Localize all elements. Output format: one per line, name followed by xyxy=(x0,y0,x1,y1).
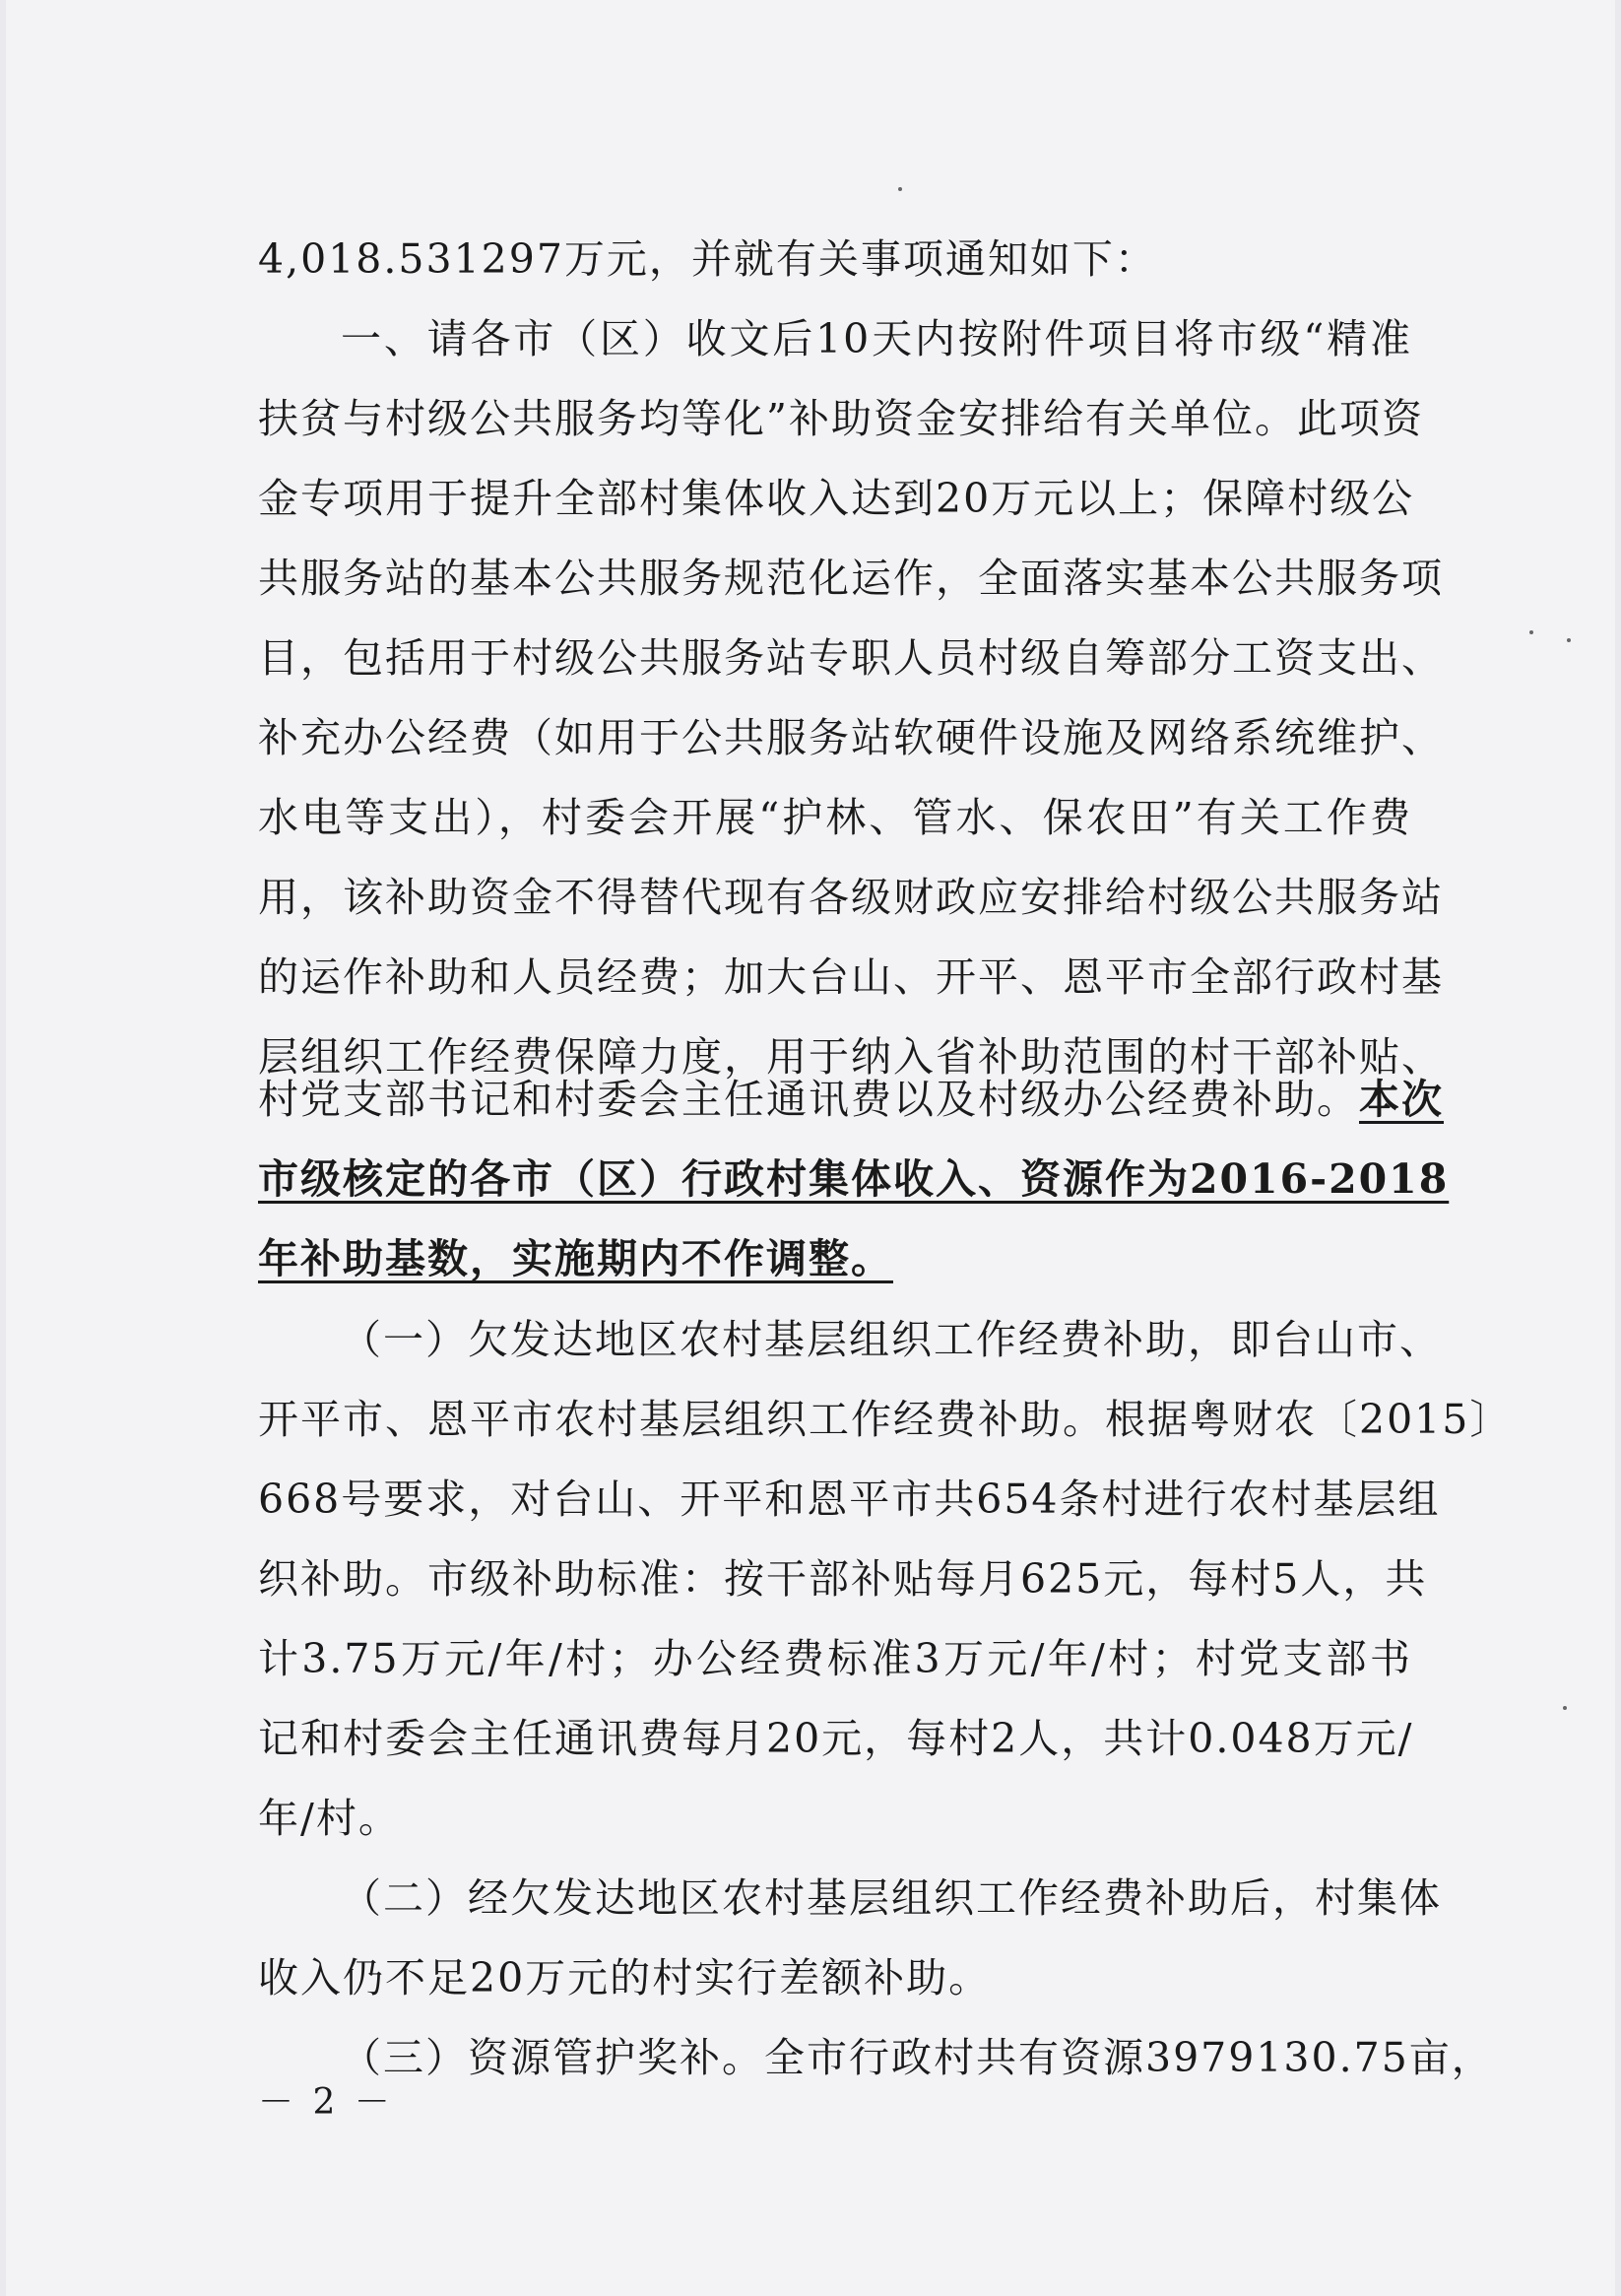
body-line: 一、请各市（区）收文后10天内按附件项目将市级“精准 xyxy=(341,315,1412,362)
body-line: 补充办公经费（如用于公共服务站软硬件设施及网络系统维护、 xyxy=(258,714,1444,761)
body-line: 年/村。 xyxy=(258,1795,401,1842)
body-line: （二）经欠发达地区农村基层组织工作经费补助后，村集体 xyxy=(341,1874,1442,1922)
body-line: 扶贫与村级公共服务均等化”补助资金安排给有关单位。此项资 xyxy=(258,395,1424,442)
scan-speck xyxy=(898,187,902,191)
body-line: 记和村委会主任通讯费每月20元，每村2人，共计0.048万元/ xyxy=(258,1715,1414,1762)
body-line: 收入仍不足20万元的村实行差额补助。 xyxy=(258,1954,992,2001)
body-line: 金专项用于提升全部村集体收入达到20万元以上；保障村级公 xyxy=(258,475,1415,522)
emphasis-text: 本次 xyxy=(1359,1076,1444,1123)
scan-speck xyxy=(1563,1706,1567,1710)
body-line: 开平市、恩平市农村基层组织工作经费补助。根据粤财农〔2015〕 xyxy=(258,1396,1513,1443)
body-line: （一）欠发达地区农村基层组织工作经费补助，即台山市、 xyxy=(341,1316,1442,1363)
body-line: 层组织工作经费保障力度，用于纳入省补助范围的村干部补贴、 xyxy=(258,1033,1444,1081)
body-line: 668号要求，对台山、开平和恩平市共654条村进行农村基层组 xyxy=(258,1476,1441,1523)
body-line: 织补助。市级补助标准：按干部补贴每月625元，每村5人，共 xyxy=(258,1555,1428,1603)
body-line-mixed xyxy=(258,1075,1444,1124)
emphasis-line: 年补助基数，实施期内不作调整。 xyxy=(258,1235,893,1282)
emphasis-line: 市级核定的各市（区）行政村集体收入、资源作为2016-2018 xyxy=(258,1155,1450,1203)
body-line: （三）资源管护奖补。全市行政村共有资源3979130.75亩， xyxy=(341,2034,1494,2081)
body-line: 共服务站的基本公共服务规范化运作，全面落实基本公共服务项 xyxy=(258,555,1444,602)
scan-speck xyxy=(1529,630,1533,634)
body-line: 目，包括用于村级公共服务站专职人员村级自筹部分工资支出、 xyxy=(258,634,1444,682)
page-number: － 2 － xyxy=(258,2082,394,2123)
body-line: 的运作补助和人员经费；加大台山、开平、恩平市全部行政村基 xyxy=(258,953,1444,1001)
body-line: 水电等支出），村委会开展“护林、管水、保农田”有关工作费 xyxy=(258,794,1412,841)
scan-speck xyxy=(1567,638,1571,642)
body-line: 计3.75万元/年/村；办公经费标准3万元/年/村；村党支部书 xyxy=(258,1635,1412,1682)
body-line: 用，该补助资金不得替代现有各级财政应安排给村级公共服务站 xyxy=(258,874,1444,921)
body-line: 4,018.531297万元，并就有关事项通知如下： xyxy=(258,235,1157,283)
body-text: 村党支部书记和村委会主任通讯费以及村级办公经费补助。 xyxy=(258,1076,1359,1123)
